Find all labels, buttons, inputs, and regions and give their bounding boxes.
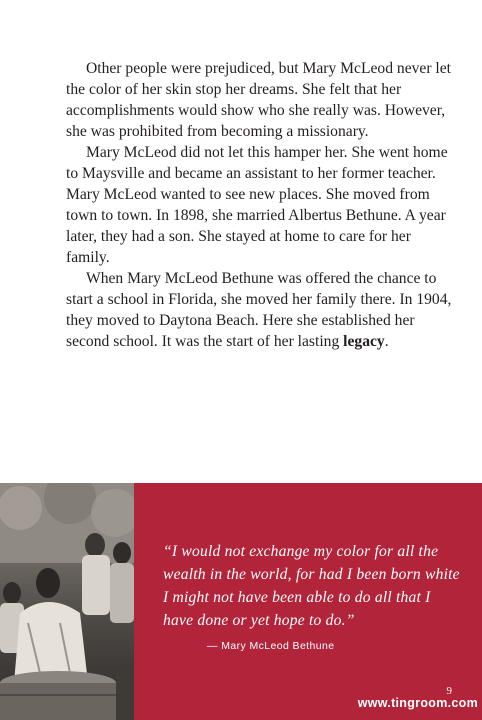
body-text — [66, 58, 452, 352]
photo-illustration — [0, 483, 134, 720]
paragraph-1: Other people were prejudiced, but Mary McLeod never let the color of her skin stop her dreams. She felt that her accomplishments would show who she really was. However, she was prohibited from becoming a missionary. — [66, 60, 452, 140]
watermark: www.tingroom.com — [357, 696, 478, 710]
paragraph-3-text: When Mary McLeod Bethune was offered the chance to start a school in Florida, she moved her family there. In 1904, they moved to Daytona Beach. Here she established her second school. It was the start of her lasting — [66, 270, 452, 350]
quote-panel — [0, 483, 482, 720]
historical-photo — [0, 483, 134, 720]
quote-text: “I would not exchange my color for all the wealth in the world, for had I been born white I might not have been able to do all that I have done or yet hope to do.” — [163, 543, 460, 629]
paragraph-2: Mary McLeod did not let this hamper her. She went home to Maysville and became an assistant to her former teacher. Mary McLeod wanted to see new places. She moved from town to town. In 1898, she married Albertus Bethune. A year later, they had a son. She stayed at home to care for her family. — [66, 144, 448, 266]
quote-attribution: — Mary McLeod Bethune — [207, 640, 335, 652]
paragraph-3 — [66, 268, 452, 352]
legacy-bold-term: legacy — [343, 333, 385, 350]
paragraph-3-end: . — [384, 333, 389, 350]
page-number: 9 — [446, 685, 452, 697]
